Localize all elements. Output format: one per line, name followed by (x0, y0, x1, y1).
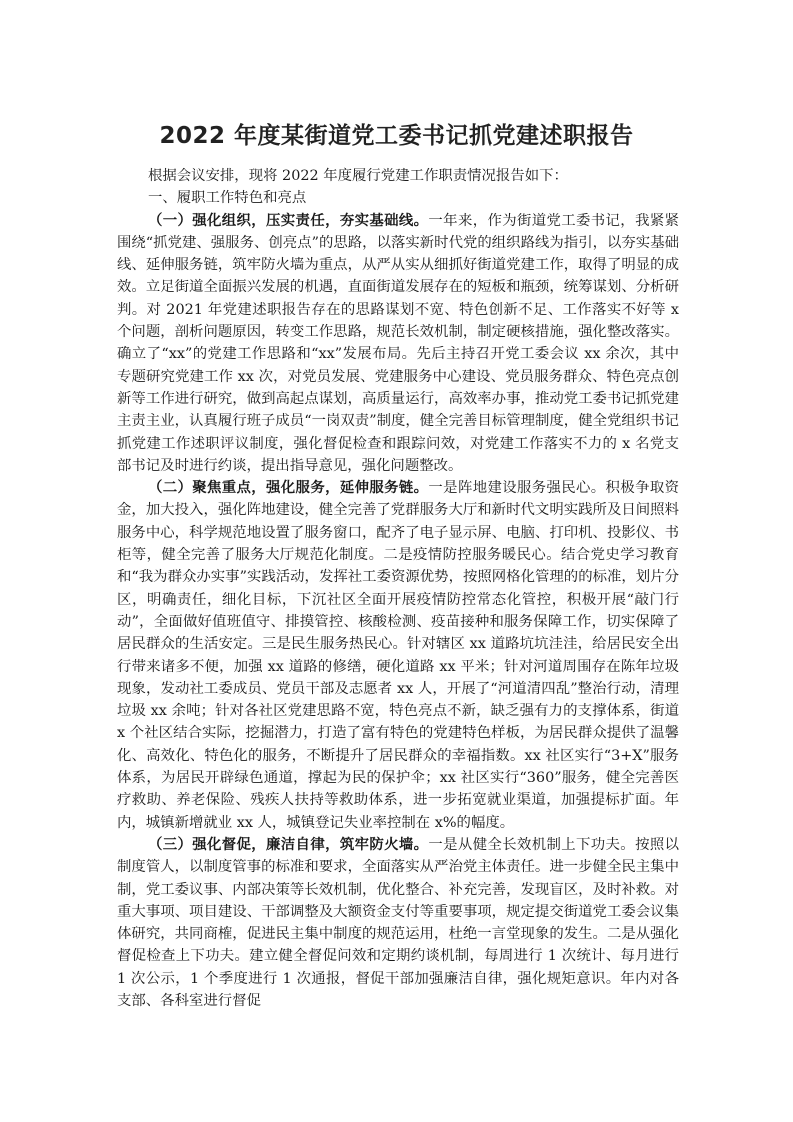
paragraph-lead: （二）聚焦重点，强化服务，延伸服务链。 (147, 479, 429, 497)
intro-paragraph: 根据会议安排，现将 2022 年度履行党建工作职责情况报告如下： (147, 168, 568, 184)
paragraph-text: 一是阵地建设服务强民心。积极争取资金，加大投入，强化阵地建设，健全完善了党群服务大厅和新时代文明实践所及日间照料服务中心，科学规范地设置了服务窗口，配齐了电子显示屏、电脑、打印机、投影仪、书柜等，健全完善了服务大厅规范化制度。二是疫情防控服务暖民心。结合党史学习教育和“我为群众办实事”实践活动，发挥社工委资源优势，按照网格化管理的的标准，划片分区，明确责任，细化目标，下沉社区全面开展疫情防控常态化管控，积极开展“敲门行动”，全面做好值班值守、排摸管控、核酸检测、疫苗接种和服务保障工作，切实保障了居民群众的生活安定。三是民生服务热民心。针对辖区 xx 道路坑坑洼洼，给居民安全出行带来诸多不便，加强 xx 道路的修缮，硬化道路 xx 平米；针对河道周围存在陈年垃圾现象，发动社工委成员、党员干部及志愿者 xx 人，开展了“河道清四乱”整治行动，清理垃圾 xx 余吨；针对各社区党建思路不宽，特色亮点不新，缺乏强有力的支撑体系，街道 x 个社区结合实际，挖掘潜力，打造了富有特色的党建特色样板，为居民群众提供了温馨化、高效化、特色化的服务，不断提升了居民群众的幸福指数。xx 社区实行“3+X”服务体系，为居民开辟绿色通道，撑起为民的保护伞；xx 社区实行“360”服务，健全完善医疗救助、养老保险、残疾人扶持等救助体系，进一步拓宽就业渠道，加强提标扩面。年内，城镇新增就业 xx 人，城镇登记失业率控制在 x%的幅度。 (117, 480, 679, 831)
paragraph-part-2 (117, 477, 679, 834)
section-heading: 一、履职工作特色和亮点 (147, 190, 307, 207)
document-title: 2022 年度某街道党工委书记抓党建述职报告 (159, 123, 634, 149)
document-body (117, 165, 679, 1012)
paragraph-part-1 (117, 210, 679, 478)
paragraph-text: 一是从健全长效机制上下功夫。按照以制度管人，以制度管事的标准和要求，全面落实从严治党主体责任。进一步健全民主集中制，党工委议事、内部决策等长效机制，优化整合、补充完善，发现盲区，及时补救。对重大事项、项目建设、干部调整及大额资金支付等重要事项，规定提交街道党工委会议集体研究，共同商榷，促进民主集中制度的规范运用，杜绝一言堂现象的发生。二是从强化督促检查上下功夫。建立健全督促问效和定期约谈机制，每周进行 1 次统计、每月进行 1 次公示，1 个季度进行 1 次通报，督促干部加强廉洁自律，强化规矩意识。年内对各支部、各科室进行督促 (117, 836, 679, 1009)
paragraph-lead: （三）强化督促，廉洁自律，筑牢防火墙。 (147, 835, 429, 853)
paragraph-lead: （一）强化组织，压实责任，夯实基础线。 (147, 211, 429, 229)
paragraph-text: 一年来，作为街道党工委书记，我紧紧围绕“抓党建、强服务、创亮点”的思路，以落实新时代党的组织路线为指引，以夯实基础线、延伸服务链，筑牢防火墙为重点，从严从实从细抓好街道党建工作，取得了明显的成效。立足街道全面振兴发展的机遇，直面街道发展存在的短板和瓶颈，统筹谋划、分析研判。对 2021 年党建述职报告存在的思路谋划不宽、特色创新不足、工作落实不好等 x 个问题，剖析问题原因，转变工作思路，规范长效机制，制定硬核措施，强化整改落实。确立了“xx”的党建工作思路和“xx”发展布局。先后主持召开党工委会议 xx 余次，其中专题研究党建工作 xx 次，对党员发展、党建服务中心建设、党员服务群众、特色亮点创新等工作进行研究，做到高起点谋划，高质量运行，高效率办事，推动党工委书记抓党建主责主业，认真履行班子成员“一岗双责”制度，健全完善目标管理制度，健全党组织书记抓党建工作述职评议制度，强化督促检查和跟踪问效，对党建工作落实不力的 x 名党支部书记及时进行约谈，提出指导意见，强化问题整改。 (117, 212, 679, 474)
paragraph-part-3 (117, 834, 679, 1012)
